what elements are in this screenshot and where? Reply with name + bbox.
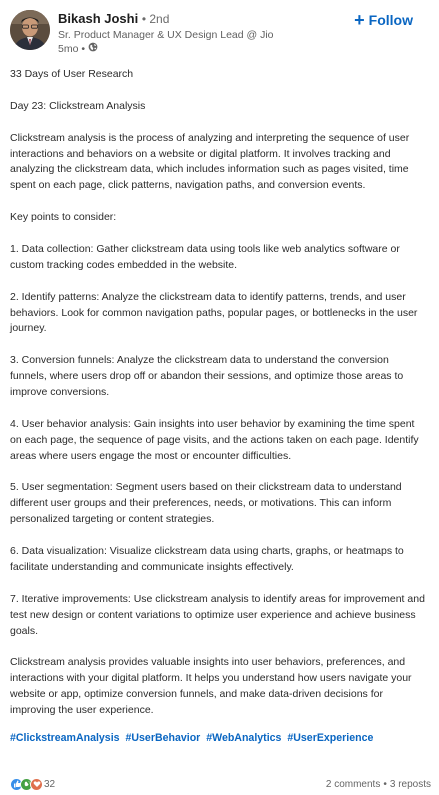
post-body bbox=[10, 67, 431, 746]
post-meta bbox=[58, 42, 328, 56]
post-point-3: 3. Conversion funnels: Analyze the clickstream data to understand the conversion funnels, where users drop off or abandon their sessions, and optimize those areas to improve conversions. bbox=[10, 354, 404, 399]
post-point-2: 2. Identify patterns: Analyze the clickstream data to identify patterns, trends, and user behaviors. Look for common navigation paths, popular pages, or bottlenecks in the user journey. bbox=[10, 290, 418, 335]
stats-separator: • bbox=[383, 778, 387, 790]
author-avatar[interactable] bbox=[10, 10, 50, 50]
post-time: 5mo • bbox=[58, 43, 86, 55]
post-conclusion: Clickstream analysis provides valuable insights into user behaviors, preferences, and interactions with your digital platform. It helps you understand how users navigate your website or app, optimize conversion funnels, and make data-driven decisions for improving the user experience. bbox=[10, 656, 412, 717]
author-name-line bbox=[58, 10, 328, 28]
globe-icon bbox=[88, 42, 98, 56]
plus-icon: + bbox=[354, 10, 365, 30]
reaction-icons bbox=[10, 778, 40, 791]
avatar-image bbox=[10, 10, 50, 50]
author-name[interactable]: Bikash Joshi bbox=[58, 11, 139, 26]
love-icon bbox=[30, 778, 43, 791]
post-key-points-heading: Key points to consider: bbox=[10, 211, 117, 224]
hashtag-link[interactable]: #UserBehavior bbox=[125, 731, 201, 744]
post-title: 33 Days of User Research bbox=[10, 68, 134, 80]
post-header bbox=[10, 8, 431, 62]
post-point-4: 4. User behavior analysis: Gain insights into user behavior by examining the time spent on each page, the sequence of page visits, and the actions taken on each page. Identify areas where users engage the most or encounter difficulties. bbox=[10, 417, 419, 462]
hashtag-link[interactable]: #ClickstreamAnalysis bbox=[10, 731, 120, 744]
connection-degree: • 2nd bbox=[141, 12, 170, 26]
hashtag-link[interactable]: #WebAnalytics bbox=[206, 731, 282, 744]
post-point-1: 1. Data collection: Gather clickstream data using tools like web analytics software or custom tracking codes embedded in the website. bbox=[10, 242, 400, 271]
engagement-stats bbox=[326, 779, 431, 790]
post-day-heading: Day 23: Clickstream Analysis bbox=[10, 99, 146, 112]
post-paragraph-intro: Clickstream analysis is the process of analyzing and interpreting the sequence of user interactions and behaviors on a website or digital platform. It involves tracking and analyzing the clickstream data, which includes information such as pages visited, time spent on each page, click patterns, navigation paths, and conversion events. bbox=[10, 131, 410, 192]
comments-count[interactable]: 2 comments bbox=[325, 778, 381, 790]
hashtag-link[interactable]: #UserExperience bbox=[287, 731, 374, 744]
social-counts bbox=[10, 775, 431, 793]
reactions-count: 32 bbox=[44, 778, 56, 790]
post-point-7: 7. Iterative improvements: Use clickstream analysis to identify areas for improvement and test new design or content variations to optimize user experience and achieve business goals. bbox=[10, 592, 425, 637]
follow-button[interactable] bbox=[354, 12, 413, 28]
author-headline: Sr. Product Manager & UX Design Lead @ Jio bbox=[58, 29, 274, 41]
hashtags bbox=[10, 731, 427, 746]
reactions-summary[interactable] bbox=[10, 778, 55, 791]
author-info bbox=[58, 10, 328, 56]
reposts-count[interactable]: 3 reposts bbox=[389, 778, 431, 790]
post-point-5: 5. User segmentation: Segment users based on their clickstream data to understand different user groups and their preferences, needs, or motivations. This can inform personalized targeting or content strategies. bbox=[10, 481, 402, 526]
post-point-6: 6. Data visualization: Visualize clickstream data using charts, graphs, or heatmaps to facilitate understanding and communicate insights effectively. bbox=[10, 545, 404, 573]
follow-label: Follow bbox=[368, 12, 413, 28]
